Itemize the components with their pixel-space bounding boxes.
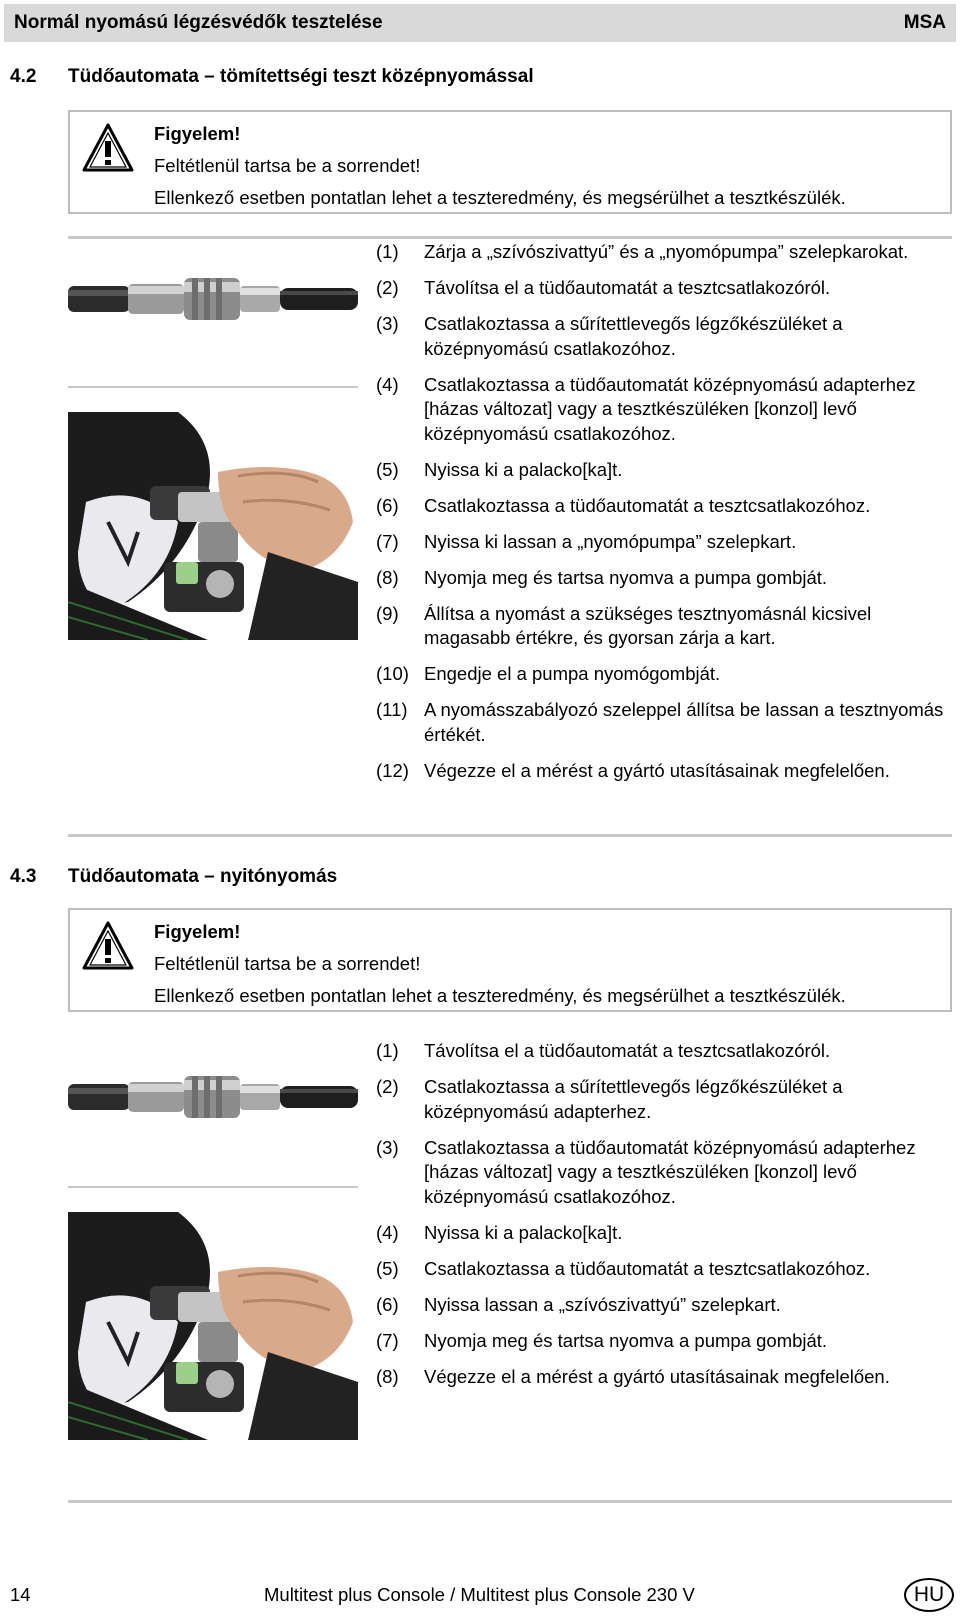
list-item: (2) Csatlakoztassa a sűrítettlevegős légzőkészüléket a középnyomású adapterhez. <box>376 1076 843 1122</box>
list-item: (7) Nyissa ki lassan a „nyomópumpa” szelepkart. <box>376 530 797 552</box>
steps-list <box>376 1039 956 1401</box>
warning-triangle-icon <box>82 920 134 972</box>
list-item: (12) Végezze el a mérést a gyártó utasításainak megfelelően. <box>376 759 890 781</box>
divider <box>68 236 952 239</box>
list-item: (3) Csatlakoztassa a sűrítettlevegős légzőkészüléket a középnyomású csatlakozóhoz. <box>376 313 843 359</box>
list-item: (7) Nyomja meg és tartsa nyomva a pumpa gombját. <box>376 1329 828 1351</box>
list-item: (6) Csatlakoztassa a tüdőautomatát a tesztcsatlakozóhoz. <box>376 494 871 516</box>
warning-line: Feltétlenül tartsa be a sorrendet! <box>154 953 421 974</box>
warning-text <box>154 118 846 214</box>
list-item: (10) Engedje el a pumpa nyomógombját. <box>376 663 721 684</box>
list-item: (4) Csatlakoztassa a tüdőautomatát középnyomású adapterhez [házas változat] vagy a tesztkészüléken [konzol] levő középnyomású csatlakozóhoz. <box>376 373 916 444</box>
image-divider <box>68 386 358 388</box>
warning-box <box>68 110 952 214</box>
warning-title: Figyelem! <box>154 921 241 942</box>
list-item: (8) Végezze el a mérést a gyártó utasításainak megfelelően. <box>376 1365 890 1387</box>
warning-title: Figyelem! <box>154 123 241 144</box>
section-title: Tüdőautomata – nyitónyomás <box>68 866 338 887</box>
list-item: (3) Csatlakoztassa a tüdőautomatát középnyomású adapterhez [házas változat] vagy a tesztkészüléken [konzol] levő középnyomású csatlakozóhoz. <box>376 1136 916 1207</box>
lung-demand-valve-photo <box>68 412 358 640</box>
list-item: (1) Zárja a „szívószivattyú” és a „nyomópumpa” szelepkarokat. <box>376 241 909 262</box>
warning-text <box>154 916 846 1012</box>
warning-line: Feltétlenül tartsa be a sorrendet! <box>154 155 421 176</box>
section-heading <box>10 866 337 888</box>
language-badge: HU <box>904 1578 954 1612</box>
section-number: 4.3 <box>10 866 37 887</box>
list-item: (4) Nyissa ki a palacko[ka]t. <box>376 1221 623 1243</box>
hose-connector-photo <box>68 1060 358 1136</box>
section-heading <box>10 66 534 88</box>
warning-triangle-icon <box>82 122 134 174</box>
list-item: (5) Csatlakoztassa a tüdőautomatát a tesztcsatlakozóhoz. <box>376 1257 871 1279</box>
list-item: (8) Nyomja meg és tartsa nyomva a pumpa gombját. <box>376 566 828 588</box>
header-brand: MSA <box>903 12 946 33</box>
hose-connector-photo <box>68 262 358 338</box>
section-title: Tüdőautomata – tömítettségi teszt középnyomással <box>68 66 534 87</box>
lung-demand-valve-photo <box>68 1212 358 1440</box>
warning-box <box>68 908 952 1012</box>
image-divider <box>68 1186 358 1188</box>
list-item: (5) Nyissa ki a palacko[ka]t. <box>376 458 623 480</box>
list-item: (6) Nyissa lassan a „szívószivattyú” szelepkart. <box>376 1293 781 1315</box>
steps-list <box>376 240 956 795</box>
list-item: (1) Távolítsa el a tüdőautomatát a tesztcsatlakozóról. <box>376 1040 831 1061</box>
list-item: (11) A nyomásszabályozó szeleppel állítsa be lassan a tesztnyomás értékét. <box>376 699 944 745</box>
list-item: (9) Állítsa a nyomást a szükséges tesztnyomásnál kicsivel magasabb értékre, és gyorsan zárja a kart. <box>376 602 872 648</box>
divider <box>68 834 952 837</box>
warning-line: Ellenkező esetben pontatlan lehet a teszteredmény, és megsérülhet a tesztkészülék. <box>154 985 846 1006</box>
list-item: (2) Távolítsa el a tüdőautomatát a tesztcsatlakozóról. <box>376 277 831 298</box>
document-title: Multitest plus Console / Multitest plus Console 230 V <box>264 1584 695 1605</box>
page-number: 14 <box>10 1584 31 1605</box>
divider <box>68 1500 952 1503</box>
section-number: 4.2 <box>10 66 37 87</box>
warning-line: Ellenkező esetben pontatlan lehet a teszteredmény, és megsérülhet a tesztkészülék. <box>154 187 846 208</box>
header-title: Normál nyomású légzésvédők tesztelése <box>14 12 383 33</box>
page-header <box>4 4 956 42</box>
